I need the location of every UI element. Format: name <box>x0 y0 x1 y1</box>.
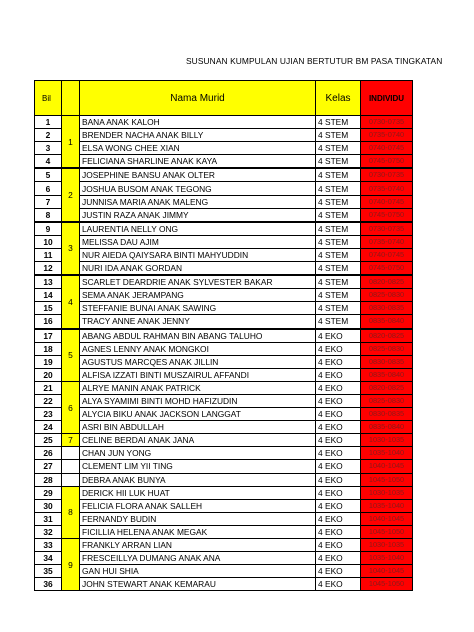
row-bil: 36 <box>35 578 62 591</box>
row-nama: ASRI BIN ABDULLAH <box>80 421 316 434</box>
table-row <box>35 539 413 552</box>
header-kelas: Kelas <box>316 81 361 116</box>
row-nama: JOSEPHINE BANSU ANAK OLTER <box>80 168 316 182</box>
table-row <box>35 208 413 222</box>
row-kelas: 4 EKO <box>316 355 361 368</box>
table-row <box>35 329 413 343</box>
row-individu: 0825-0830 <box>361 394 413 407</box>
row-kelas: 4 EKO <box>316 421 361 434</box>
table-row <box>35 512 413 525</box>
row-bil: 25 <box>35 434 62 447</box>
row-kelas: 4 EKO <box>316 525 361 538</box>
row-nama: FRANKLY ARRAN LIAN <box>80 539 316 552</box>
row-nama: ELSA WONG CHEE XIAN <box>80 142 316 155</box>
row-nama: DEBRA ANAK BUNYA <box>80 473 316 486</box>
row-kelas: 4 STEM <box>316 182 361 195</box>
table-row <box>35 275 413 289</box>
row-nama: MELISSA DAU AJIM <box>80 235 316 248</box>
header-bil: Bil <box>35 81 62 116</box>
row-individu: 0835-0840 <box>361 368 413 381</box>
table-row <box>35 248 413 261</box>
row-kelas: 4 EKO <box>316 486 361 499</box>
row-kelas: 4 EKO <box>316 342 361 355</box>
row-individu: 0730-0735 <box>361 222 413 236</box>
row-individu: 1035-1040 <box>361 499 413 512</box>
table-row <box>35 525 413 538</box>
row-nama: ALFISA IZZATI BINTI MUSZAIRUL AFFANDI <box>80 368 316 381</box>
table-row <box>35 222 413 236</box>
row-bil: 19 <box>35 355 62 368</box>
group-empty <box>62 447 80 460</box>
row-kelas: 4 STEM <box>316 155 361 169</box>
table-row <box>35 552 413 565</box>
student-table <box>34 80 413 591</box>
table-row <box>35 342 413 355</box>
row-kelas: 4 EKO <box>316 565 361 578</box>
row-individu: 0735-0740 <box>361 129 413 142</box>
row-kelas: 4 EKO <box>316 460 361 473</box>
row-nama: AGNES LENNY ANAK MONGKOI <box>80 342 316 355</box>
table-row <box>35 565 413 578</box>
row-nama: BANA ANAK KALOH <box>80 116 316 129</box>
row-kelas: 4 STEM <box>316 168 361 182</box>
table-row <box>35 408 413 421</box>
row-nama: JUSTIN RAZA ANAK JIMMY <box>80 208 316 222</box>
row-individu: 1040-1045 <box>361 460 413 473</box>
header-individu: INDIVIDU <box>361 81 413 116</box>
row-kelas: 4 EKO <box>316 512 361 525</box>
row-individu: 0820-0825 <box>361 275 413 289</box>
row-bil: 2 <box>35 129 62 142</box>
table-row <box>35 473 413 486</box>
row-bil: 9 <box>35 222 62 236</box>
row-individu: 1040-1045 <box>361 512 413 525</box>
table-row <box>35 289 413 302</box>
row-individu: 0830-0835 <box>361 302 413 315</box>
row-nama: NURI IDA ANAK GORDAN <box>80 262 316 276</box>
row-individu: 0830-0835 <box>361 408 413 421</box>
row-bil: 12 <box>35 262 62 276</box>
row-bil: 16 <box>35 315 62 329</box>
row-individu: 0730-0735 <box>361 168 413 182</box>
table-row <box>35 394 413 407</box>
row-individu: 1045-1050 <box>361 525 413 538</box>
row-kelas: 4 EKO <box>316 552 361 565</box>
row-nama: JUNNISA MARIA ANAK MALENG <box>80 195 316 208</box>
row-kelas: 4 STEM <box>316 275 361 289</box>
table-row <box>35 421 413 434</box>
row-nama: FICILLIA HELENA ANAK MEGAK <box>80 525 316 538</box>
table-row <box>35 302 413 315</box>
row-bil: 15 <box>35 302 62 315</box>
row-individu: 0745-0750 <box>361 208 413 222</box>
row-bil: 26 <box>35 447 62 460</box>
row-individu: 0740-0745 <box>361 248 413 261</box>
row-kelas: 4 EKO <box>316 381 361 394</box>
row-kelas: 4 STEM <box>316 208 361 222</box>
row-individu: 1045-1050 <box>361 473 413 486</box>
row-kelas: 4 EKO <box>316 473 361 486</box>
row-individu: 0740-0745 <box>361 142 413 155</box>
row-nama: FELICIANA SHARLINE ANAK KAYA <box>80 155 316 169</box>
row-individu: 1045-1050 <box>361 578 413 591</box>
row-bil: 8 <box>35 208 62 222</box>
row-kelas: 4 STEM <box>316 262 361 276</box>
row-kelas: 4 STEM <box>316 248 361 261</box>
row-nama: JOHN STEWART ANAK KEMARAU <box>80 578 316 591</box>
row-nama: ABANG ABDUL RAHMAN BIN ABANG TALUHO <box>80 329 316 343</box>
row-nama: SEMA ANAK JERAMPANG <box>80 289 316 302</box>
row-individu: 0735-0740 <box>361 182 413 195</box>
group-number: 4 <box>62 275 80 328</box>
group-number: 5 <box>62 329 80 382</box>
row-kelas: 4 EKO <box>316 329 361 343</box>
table-row <box>35 129 413 142</box>
row-bil: 14 <box>35 289 62 302</box>
row-bil: 7 <box>35 195 62 208</box>
row-nama: SCARLET DEARDRIE ANAK SYLVESTER BAKAR <box>80 275 316 289</box>
table-row <box>35 578 413 591</box>
table-row <box>35 142 413 155</box>
row-bil: 5 <box>35 168 62 182</box>
row-individu: 0820-0825 <box>361 381 413 394</box>
row-bil: 27 <box>35 460 62 473</box>
row-nama: FRESCEILLYA DUMANG ANAK ANA <box>80 552 316 565</box>
row-bil: 29 <box>35 486 62 499</box>
row-nama: AGUSTUS MARCQES ANAK JILLIN <box>80 355 316 368</box>
table-row <box>35 499 413 512</box>
row-bil: 28 <box>35 473 62 486</box>
row-nama: JOSHUA BUSOM ANAK TEGONG <box>80 182 316 195</box>
row-individu: 1030-1035 <box>361 539 413 552</box>
table-row <box>35 195 413 208</box>
row-bil: 17 <box>35 329 62 343</box>
row-kelas: 4 STEM <box>316 289 361 302</box>
table-row <box>35 368 413 381</box>
row-kelas: 4 EKO <box>316 499 361 512</box>
row-individu: 0820-0825 <box>361 329 413 343</box>
row-individu: 0835-0840 <box>361 421 413 434</box>
table-row <box>35 447 413 460</box>
row-bil: 33 <box>35 539 62 552</box>
row-kelas: 4 EKO <box>316 447 361 460</box>
group-number: 2 <box>62 168 80 221</box>
row-nama: GAN HUI SHIA <box>80 565 316 578</box>
page-title: SUSUNAN KUMPULAN UJIAN BERTUTUR BM PASA TINGKATAN <box>186 56 443 66</box>
table-row <box>35 315 413 329</box>
header-nama: Nama Murid <box>80 81 316 116</box>
table-row <box>35 116 413 129</box>
row-individu: 0825-0830 <box>361 342 413 355</box>
header-group <box>62 81 80 116</box>
group-number: 6 <box>62 381 80 433</box>
row-kelas: 4 EKO <box>316 408 361 421</box>
row-bil: 35 <box>35 565 62 578</box>
row-kelas: 4 STEM <box>316 302 361 315</box>
group-number: 7 <box>62 434 80 447</box>
row-bil: 18 <box>35 342 62 355</box>
row-individu: 1040-1045 <box>361 565 413 578</box>
row-individu: 0825-0830 <box>361 289 413 302</box>
row-kelas: 4 STEM <box>316 116 361 129</box>
table-row <box>35 262 413 276</box>
row-nama: BRENDER NACHA ANAK BILLY <box>80 129 316 142</box>
row-kelas: 4 EKO <box>316 368 361 381</box>
group-empty <box>62 473 80 486</box>
row-individu: 0740-0745 <box>361 195 413 208</box>
table-row <box>35 434 413 447</box>
row-kelas: 4 STEM <box>316 195 361 208</box>
table-header-row <box>35 81 413 116</box>
row-nama: CLEMENT LIM YII TING <box>80 460 316 473</box>
table-row <box>35 168 413 182</box>
row-kelas: 4 STEM <box>316 129 361 142</box>
row-bil: 22 <box>35 394 62 407</box>
row-individu: 0730-0735 <box>361 116 413 129</box>
row-kelas: 4 STEM <box>316 222 361 236</box>
row-bil: 1 <box>35 116 62 129</box>
row-bil: 4 <box>35 155 62 169</box>
row-bil: 32 <box>35 525 62 538</box>
row-bil: 6 <box>35 182 62 195</box>
row-kelas: 4 STEM <box>316 142 361 155</box>
row-kelas: 4 STEM <box>316 235 361 248</box>
group-number: 1 <box>62 116 80 169</box>
row-individu: 0745-0750 <box>361 155 413 169</box>
row-nama: TRACY ANNE ANAK JENNY <box>80 315 316 329</box>
row-bil: 34 <box>35 552 62 565</box>
row-kelas: 4 EKO <box>316 434 361 447</box>
group-number: 8 <box>62 486 80 538</box>
row-nama: LAURENTIA NELLY ONG <box>80 222 316 236</box>
row-individu: 0830-0835 <box>361 355 413 368</box>
row-individu: 1030-1035 <box>361 434 413 447</box>
group-number: 3 <box>62 222 80 275</box>
row-nama: STEFFANIE BUNAI ANAK SAWING <box>80 302 316 315</box>
row-individu: 0735-0740 <box>361 235 413 248</box>
row-individu: 1030-1035 <box>361 486 413 499</box>
row-individu: 1035-1040 <box>361 552 413 565</box>
row-nama: NUR AIEDA QAIYSARA BINTI MAHYUDDIN <box>80 248 316 261</box>
row-bil: 10 <box>35 235 62 248</box>
table-row <box>35 381 413 394</box>
table-row <box>35 235 413 248</box>
row-bil: 3 <box>35 142 62 155</box>
row-nama: ALYCIA BIKU ANAK JACKSON LANGGAT <box>80 408 316 421</box>
row-bil: 13 <box>35 275 62 289</box>
row-kelas: 4 EKO <box>316 394 361 407</box>
row-individu: 0835-0840 <box>361 315 413 329</box>
row-bil: 23 <box>35 408 62 421</box>
table-row <box>35 182 413 195</box>
row-individu: 0745-0750 <box>361 262 413 276</box>
row-bil: 21 <box>35 381 62 394</box>
table-row <box>35 155 413 169</box>
group-empty <box>62 460 80 473</box>
row-nama: CELINE BERDAI ANAK JANA <box>80 434 316 447</box>
row-nama: ALYA SYAMIMI BINTI MOHD HAFIZUDIN <box>80 394 316 407</box>
row-bil: 24 <box>35 421 62 434</box>
table-row <box>35 486 413 499</box>
row-bil: 20 <box>35 368 62 381</box>
row-kelas: 4 EKO <box>316 539 361 552</box>
row-nama: ALRYE MANIN ANAK PATRICK <box>80 381 316 394</box>
row-bil: 31 <box>35 512 62 525</box>
row-individu: 1035-1040 <box>361 447 413 460</box>
row-kelas: 4 STEM <box>316 315 361 329</box>
group-number: 9 <box>62 539 80 591</box>
table-row <box>35 355 413 368</box>
row-nama: FELICIA FLORA ANAK SALLEH <box>80 499 316 512</box>
row-nama: DERICK HII LUK HUAT <box>80 486 316 499</box>
row-kelas: 4 EKO <box>316 578 361 591</box>
row-nama: CHAN JUN YONG <box>80 447 316 460</box>
row-bil: 11 <box>35 248 62 261</box>
row-nama: FERNANDY BUDIN <box>80 512 316 525</box>
table-row <box>35 460 413 473</box>
row-bil: 30 <box>35 499 62 512</box>
